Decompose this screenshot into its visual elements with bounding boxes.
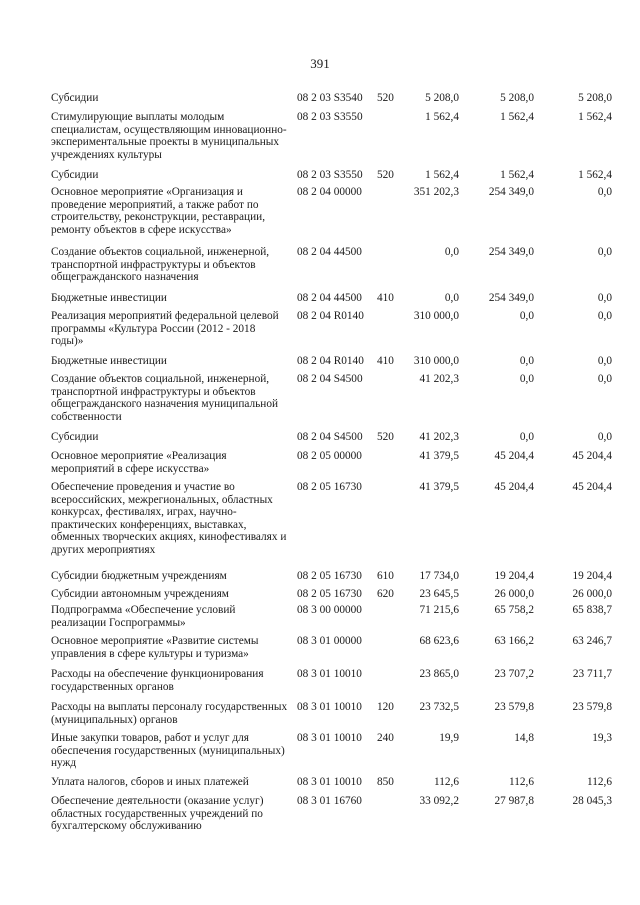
row-value-1: 1 562,4 [425,169,459,181]
row-value-2: 254 349,0 [488,186,534,198]
row-code: 08 3 01 00000 [297,635,362,647]
row-code: 08 2 04 00000 [297,186,362,198]
row-value-2: 0,0 [519,431,534,443]
row-value-3: 23 579,8 [572,701,612,713]
row-name: Создание объектов социальной, инженерной, транспортной инфраструктуры и объектов общегражданского назначения [51,246,270,284]
row-value-3: 0,0 [597,186,612,198]
row-value-3: 5 208,0 [578,92,612,104]
row-value-1: 23 732,5 [419,701,459,713]
row-type: 120 [377,701,394,713]
row-value-1: 23 645,5 [419,588,459,600]
row-code: 08 2 04 S4500 [297,373,363,385]
row-value-1: 41 202,3 [419,431,459,443]
row-name: Подпрограмма «Обеспечение условий реализации Госпрограммы» [51,604,236,629]
row-code: 08 3 00 00000 [297,604,362,616]
row-type: 410 [377,355,394,367]
row-value-3: 0,0 [597,292,612,304]
row-value-2: 1 562,4 [500,111,534,123]
row-code: 08 3 01 10010 [297,701,362,713]
row-code: 08 2 04 44500 [297,246,362,258]
row-type: 620 [377,588,394,600]
row-code: 08 3 01 16760 [297,795,362,807]
row-value-2: 19 204,4 [494,570,534,582]
row-code: 08 2 05 16730 [297,481,362,493]
row-name: Обеспечение деятельности (оказание услуг) областных государственных учреждений по бухгалтерскому обслуживанию [51,795,264,833]
row-name: Субсидии [51,431,99,443]
row-value-1: 19,9 [439,732,459,744]
row-code: 08 2 03 S3550 [297,111,363,123]
row-name: Субсидии бюджетным учреждениям [51,570,227,582]
row-value-2: 45 204,4 [494,450,534,462]
row-value-2: 14,8 [514,732,534,744]
row-name: Реализация мероприятий федеральной целевой программы «Культура России (2012 - 2018 годы)» [51,310,279,348]
row-code: 08 2 04 S4500 [297,431,363,443]
row-value-3: 45 204,4 [572,481,612,493]
row-value-1: 17 734,0 [419,570,459,582]
row-value-3: 112,6 [587,776,612,788]
row-value-1: 112,6 [434,776,459,788]
row-type: 520 [377,92,394,104]
row-name: Основное мероприятие «Организация и проведение мероприятий, а также работ по строительству, реконструкции, реставрации, ремонту объектов в сфере искусства» [51,186,266,236]
row-name: Основное мероприятие «Развитие системы управления в сфере культуры и туризма» [51,635,259,660]
row-value-2: 27 987,8 [494,795,534,807]
row-value-2: 254 349,0 [488,246,534,258]
row-code: 08 3 01 10010 [297,668,362,680]
row-value-2: 0,0 [519,355,534,367]
row-value-3: 26 000,0 [572,588,612,600]
row-value-1: 310 000,0 [413,310,459,322]
row-value-2: 23 707,2 [494,668,534,680]
row-code: 08 2 03 S3550 [297,169,363,181]
row-type: 520 [377,169,394,181]
row-name: Иные закупки товаров, работ и услуг для обеспечения государственных (муниципальных) нужд [51,732,285,770]
row-name: Бюджетные инвестиции [51,355,167,367]
page-number: 391 [310,56,330,71]
row-value-1: 41 379,5 [419,481,459,493]
row-value-1: 71 215,6 [419,604,459,616]
row-type: 240 [377,732,394,744]
row-value-3: 0,0 [597,246,612,258]
row-value-3: 65 838,7 [572,604,612,616]
row-name: Субсидии [51,92,99,104]
row-code: 08 3 01 10010 [297,732,362,744]
row-type: 520 [377,431,394,443]
row-type: 610 [377,570,394,582]
row-value-1: 0,0 [444,246,459,258]
row-name: Субсидии [51,169,99,181]
row-name: Расходы на обеспечение функционирования государственных органов [51,668,264,693]
row-value-3: 0,0 [597,431,612,443]
row-value-1: 0,0 [444,292,459,304]
row-value-3: 28 045,3 [572,795,612,807]
row-value-2: 0,0 [519,310,534,322]
row-code: 08 2 03 S3540 [297,92,363,104]
row-value-1: 41 379,5 [419,450,459,462]
row-code: 08 2 05 00000 [297,450,362,462]
row-value-2: 0,0 [519,373,534,385]
row-name: Субсидии автономным учреждениям [51,588,229,600]
row-code: 08 2 04 44500 [297,292,362,304]
row-value-2: 45 204,4 [494,481,534,493]
row-code: 08 2 05 16730 [297,570,362,582]
row-name: Стимулирующие выплаты молодым специалистам, осуществляющим инновационно-экспериментальные проекты в муниципальных учреждениях культуры [51,111,287,161]
row-value-1: 310 000,0 [413,355,459,367]
row-value-3: 1 562,4 [578,111,612,123]
row-value-2: 112,6 [509,776,534,788]
row-code: 08 2 04 R0140 [297,310,364,322]
row-value-3: 45 204,4 [572,450,612,462]
row-value-2: 1 562,4 [500,169,534,181]
row-value-1: 1 562,4 [425,111,459,123]
row-value-2: 63 166,2 [494,635,534,647]
row-value-1: 68 623,6 [419,635,459,647]
row-code: 08 3 01 10010 [297,776,362,788]
row-value-3: 1 562,4 [578,169,612,181]
row-value-2: 5 208,0 [500,92,534,104]
row-name: Создание объектов социальной, инженерной, транспортной инфраструктуры и объектов общегражданского назначения муниципальной собственности [51,373,279,423]
row-value-2: 26 000,0 [494,588,534,600]
row-value-1: 33 092,2 [419,795,459,807]
row-code: 08 2 05 16730 [297,588,362,600]
row-code: 08 2 04 R0140 [297,355,364,367]
row-type: 850 [377,776,394,788]
row-value-1: 351 202,3 [413,186,459,198]
row-value-3: 0,0 [597,373,612,385]
row-value-3: 23 711,7 [572,668,612,680]
row-value-3: 63 246,7 [572,635,612,647]
row-name: Бюджетные инвестиции [51,292,167,304]
row-value-2: 23 579,8 [494,701,534,713]
row-value-2: 254 349,0 [488,292,534,304]
row-name: Обеспечение проведения и участие во всероссийских, межрегиональных, областных конкурсах, фестивалях, играх, научно-практических конференциях, выставках, обменных творческих акциях, кинофестивалях и других мероприятиях [51,481,287,556]
row-value-1: 5 208,0 [425,92,459,104]
row-name: Уплата налогов, сборов и иных платежей [51,776,249,788]
row-value-3: 0,0 [597,355,612,367]
row-value-1: 23 865,0 [419,668,459,680]
row-type: 410 [377,292,394,304]
row-value-3: 19,3 [592,732,612,744]
row-value-3: 19 204,4 [572,570,612,582]
row-value-3: 0,0 [597,310,612,322]
row-value-2: 65 758,2 [494,604,534,616]
row-value-1: 41 202,3 [419,373,459,385]
row-name: Расходы на выплаты персоналу государственных (муниципальных) органов [51,701,288,726]
row-name: Основное мероприятие «Реализация мероприятий в сфере искусства» [51,450,227,475]
